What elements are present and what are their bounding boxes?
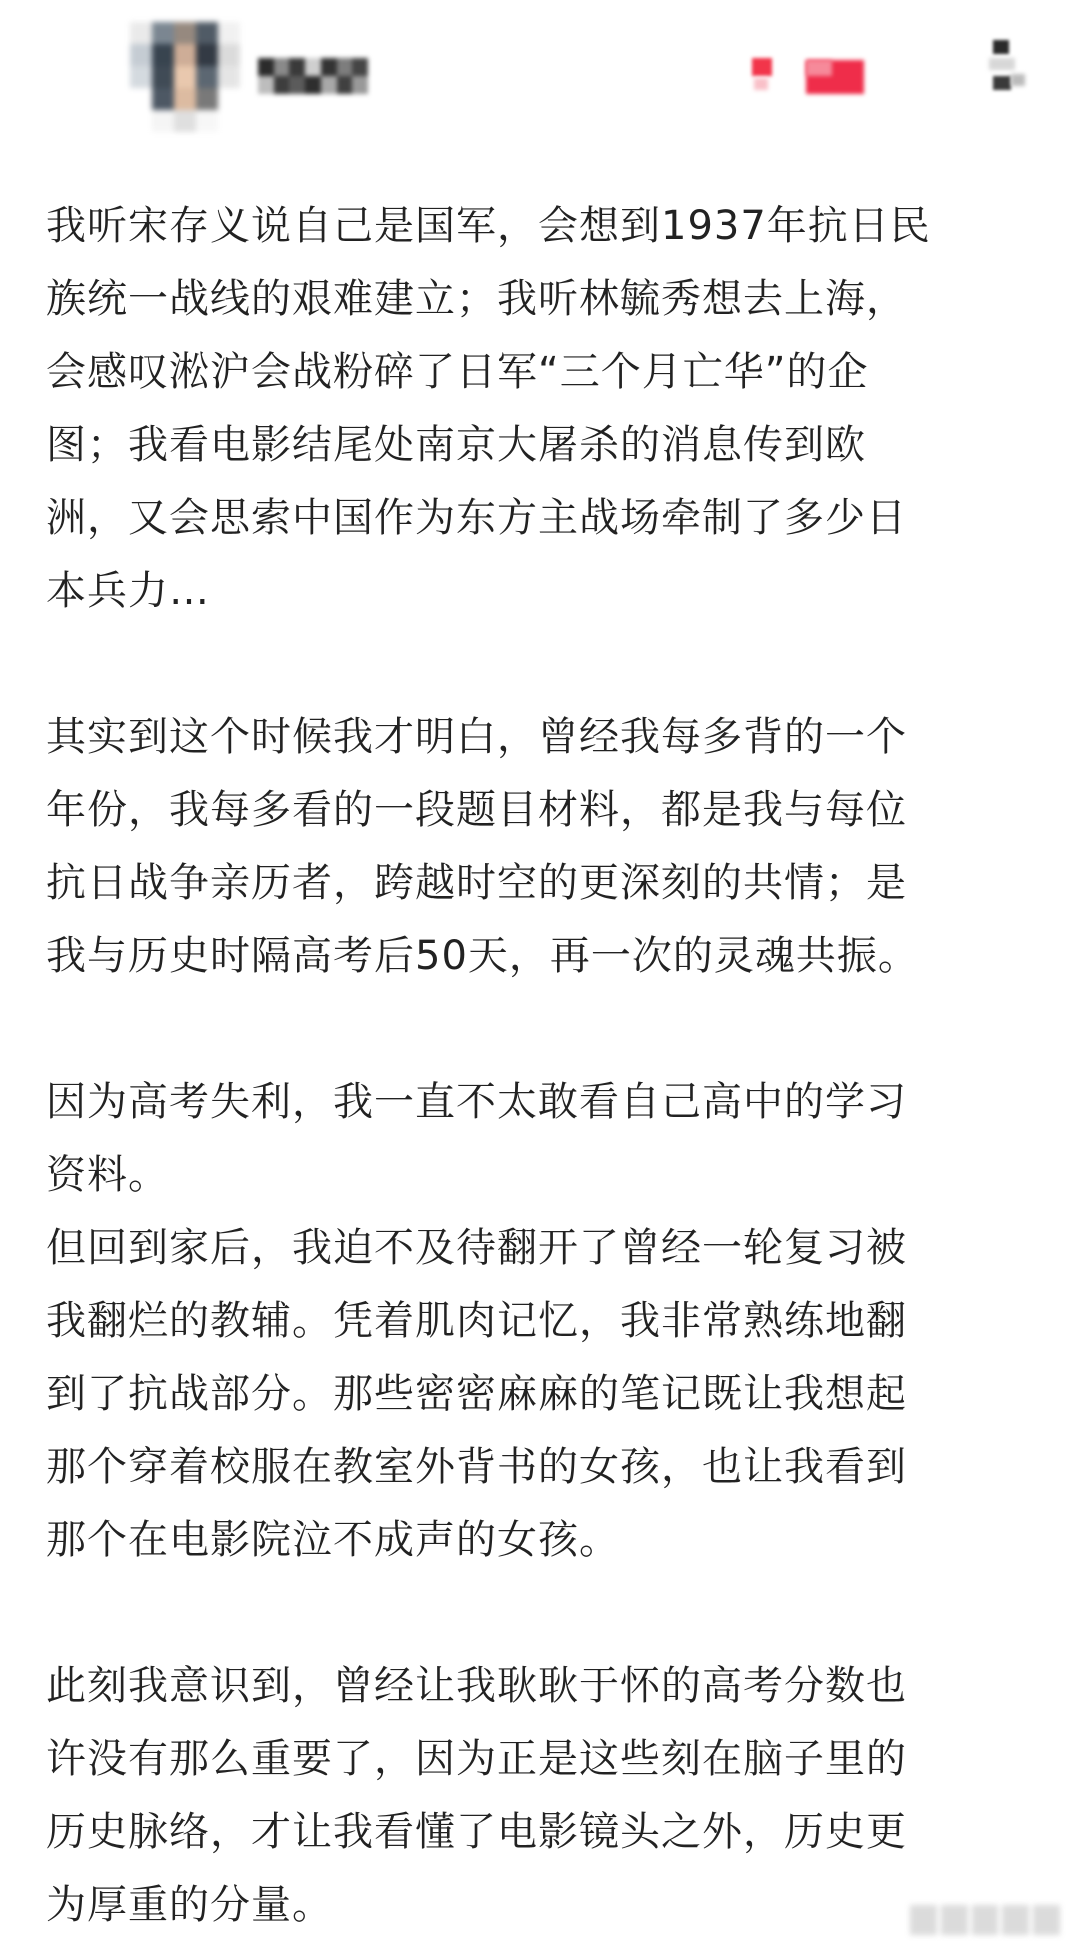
paragraph-5: 此刻我意识到，曾经让我耿耿于怀的高考分数也 许没有那么重要了，因为正是这些刻在脑子里的 历史脉络，才让我看懂了电影镜头之外，历史更 为厚重的分量。 [46,1663,907,1928]
paragraph-1: 我听宋存义说自己是国军，会想到1937年抗日民 族统一战线的艰难建立；我听林毓秀想去上海， 会感叹淞沪会战粉碎了日军“三个月亡华”的企 图；我看电影结尾处南京大屠杀的消息传到欧 洲，又会思索中国作为东方主战场牵制了多少日 本兵力… [46,203,931,614]
article-body [46,190,1046,1942]
username-blurred[interactable] [258,58,368,94]
username [258,58,261,59]
follow-button-label [750,56,752,57]
paragraph-2: 其实到这个时候我才明白，曾经我每多背的一个 年份，我每多看的一段题目材料，都是我与每位 抗日战争亲历者，跨越时空的更深刻的共情；是 我与历史时隔高考后50天，再一次的灵魂共振。 [46,714,919,979]
watermark [910,1905,1060,1935]
paragraph-3: 因为高考失利，我一直不太敢看自己高中的学习 资料。 [46,1079,907,1198]
avatar[interactable] [130,22,240,132]
follow-icon [752,58,772,76]
more-options-icon[interactable] [985,34,1025,104]
post-header [0,0,1080,140]
follow-button[interactable] [750,56,868,96]
paragraph-4: 但回到家后，我迫不及待翻开了曾经一轮复习被 我翻烂的教辅。凭着肌肉记忆，我非常熟练地翻 到了抗战部分。那些密密麻麻的笔记既让我想起 那个穿着校服在教室外背书的女孩，也让我看到 那个在电影院泣不成声的女孩。 [46,1225,907,1563]
